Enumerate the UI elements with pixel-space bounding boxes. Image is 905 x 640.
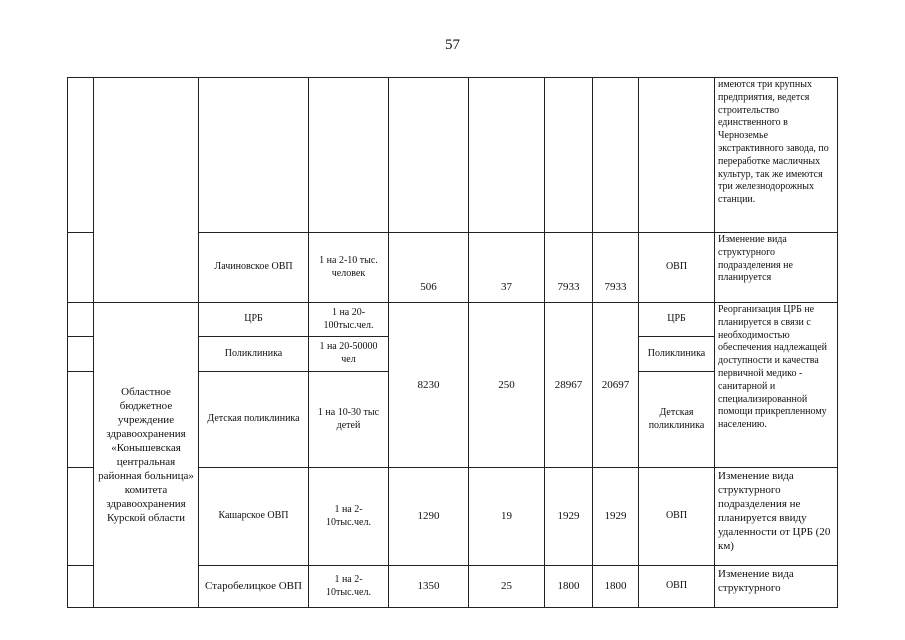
cell-value: 7933 xyxy=(593,233,639,303)
cell-value: 1800 xyxy=(545,566,593,608)
cell-type: ОВП xyxy=(639,566,715,608)
cell-value: 1800 xyxy=(593,566,639,608)
cell-type xyxy=(639,78,715,233)
cell-unit: Кашарское ОВП xyxy=(199,468,309,566)
cell-institution-previous xyxy=(94,78,199,303)
cell-value: 250 xyxy=(469,303,545,468)
cell-norm: 1 на 20-50000 чел xyxy=(309,337,389,372)
table-row xyxy=(68,78,838,233)
cell-value xyxy=(545,78,593,233)
cell-value xyxy=(593,78,639,233)
cell-norm: 1 на 2-10тыс.чел. xyxy=(309,566,389,608)
cell-note: имеются три крупных предприятия, ведется строительство единственного в Черноземье экстрактивного завода, по переработке масличных культур, так же имеются три железнодорожных станции. xyxy=(715,78,838,233)
cell-index xyxy=(68,303,94,337)
cell-value: 28967 xyxy=(545,303,593,468)
cell-index xyxy=(68,468,94,566)
cell-index xyxy=(68,372,94,468)
cell-type: Детская поликлиника xyxy=(639,372,715,468)
cell-norm: 1 на 20-100тыс.чел. xyxy=(309,303,389,337)
cell-note: Реорганизация ЦРБ не планируется в связи с необходимостью обеспечения надлежащей доступности и качества первичной медико - санитарной и специализированной помощи прикрепленному населению. xyxy=(715,303,838,468)
cell-note: Изменение вида структурного подразделения не планируется xyxy=(715,233,838,303)
cell-norm: 1 на 10-30 тыс детей xyxy=(309,372,389,468)
cell-unit: Лачиновское ОВП xyxy=(199,233,309,303)
cell-type: ЦРБ xyxy=(639,303,715,337)
cell-value: 1350 xyxy=(389,566,469,608)
cell-value: 7933 xyxy=(545,233,593,303)
cell-value: 506 xyxy=(389,233,469,303)
document-table-frame xyxy=(67,77,837,607)
cell-unit: ЦРБ xyxy=(199,303,309,337)
cell-type: ОВП xyxy=(639,468,715,566)
cell-index xyxy=(68,566,94,608)
cell-institution: Областное бюджетное учреждение здравоохранения «Конышевская центральная районная больница» комитета здравоохранения Курской области xyxy=(94,303,199,608)
cell-value: 8230 xyxy=(389,303,469,468)
cell-unit: Старобелицкое ОВП xyxy=(199,566,309,608)
cell-value: 1929 xyxy=(545,468,593,566)
cell-note: Изменение вида структурного xyxy=(715,566,838,608)
cell-value: 1290 xyxy=(389,468,469,566)
cell-note: Изменение вида структурного подразделения не планируется ввиду удаленности от ЦРБ (20 км) xyxy=(715,468,838,566)
cell-unit xyxy=(199,78,309,233)
cell-index xyxy=(68,337,94,372)
cell-type: ОВП xyxy=(639,233,715,303)
cell-value: 37 xyxy=(469,233,545,303)
cell-norm: 1 на 2-10 тыс. человек xyxy=(309,233,389,303)
table-row xyxy=(68,303,838,337)
cell-value: 25 xyxy=(469,566,545,608)
cell-type: Поликлиника xyxy=(639,337,715,372)
cell-value xyxy=(469,78,545,233)
cell-index xyxy=(68,233,94,303)
cell-unit: Поликлиника xyxy=(199,337,309,372)
facilities-table xyxy=(67,77,838,608)
cell-value: 1929 xyxy=(593,468,639,566)
cell-value: 19 xyxy=(469,468,545,566)
cell-norm xyxy=(309,78,389,233)
page-number: 57 xyxy=(445,37,460,53)
cell-index xyxy=(68,78,94,233)
cell-value xyxy=(389,78,469,233)
cell-norm: 1 на 2-10тыс.чел. xyxy=(309,468,389,566)
cell-value: 20697 xyxy=(593,303,639,468)
cell-unit: Детская поликлиника xyxy=(199,372,309,468)
